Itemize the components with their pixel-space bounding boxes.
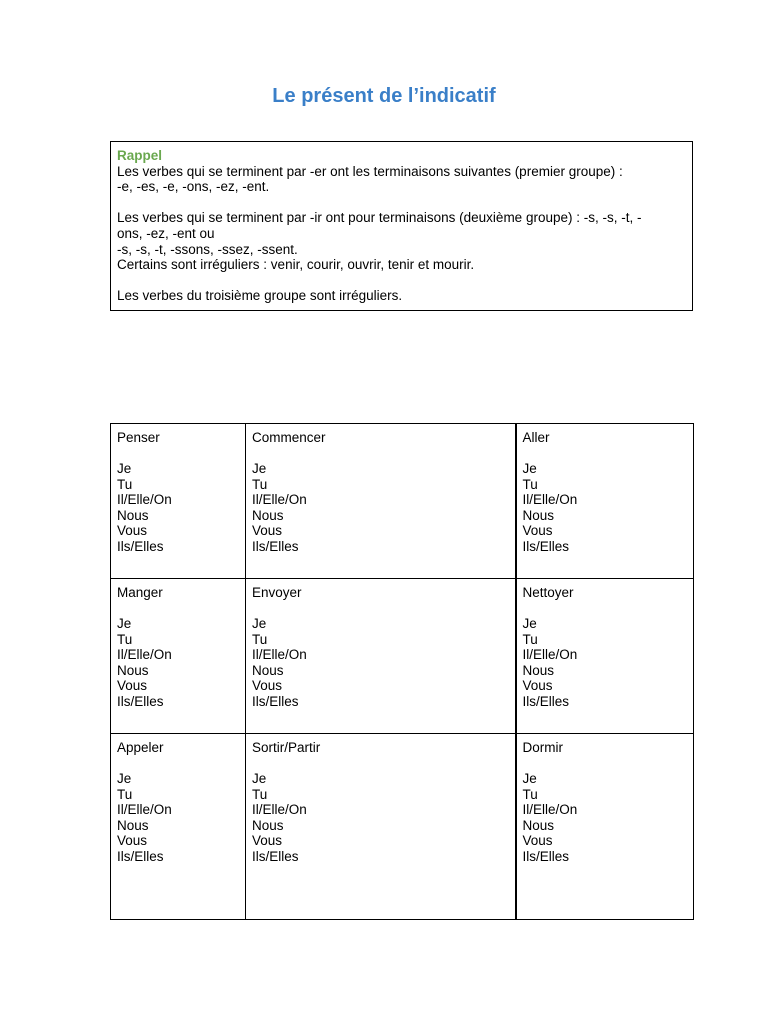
pronoun-label: Vous [117,833,148,848]
verb-cell[interactable] [516,579,694,734]
pronoun-label: Nous [252,817,284,833]
pronoun-label: Ils/Elles [117,693,164,709]
pronoun-label: Il/Elle/On [252,802,307,817]
verb-cell[interactable] [111,734,246,920]
pronoun-label: Je [522,461,537,476]
pronoun-label: Je [117,461,132,476]
verb-cell[interactable] [246,734,516,920]
pronoun-label: Ils/Elles [522,693,570,709]
pronoun-label: Il/Elle/On [117,492,172,507]
conjugation-table [110,423,694,920]
verb-cell[interactable] [111,424,246,579]
pronoun-label: Il/Elle/On [252,647,307,662]
rappel-line-irregular: Certains sont irréguliers : venir, courir, ouvrir, tenir et mourir. [117,257,475,273]
pronoun-label: Il/Elle/On [522,647,578,662]
verb-name: Appeler [117,740,164,755]
pronoun-label: Vous [252,523,283,538]
pronoun-label: Nous [522,507,555,523]
pronoun-label: Nous [252,507,284,523]
verb-name: Envoyer [252,585,302,600]
pronoun-label: Vous [252,678,283,693]
pronoun-label: Il/Elle/On [252,492,307,507]
verb-cell[interactable] [516,734,694,920]
pronoun-label: Nous [117,507,149,523]
page-title: Le présent de l’indicatif [272,85,496,107]
verb-cell[interactable] [246,424,516,579]
table-row [111,424,694,579]
pronoun-label: Ils/Elles [252,693,299,709]
pronoun-label: Ils/Elles [252,538,299,554]
pronoun-label: Ils/Elles [522,538,570,554]
pronoun-label: Tu [252,476,268,492]
pronoun-label: Tu [522,786,538,802]
pronoun-label: Vous [252,833,283,848]
pronoun-label: Je [252,616,267,631]
pronoun-label: Il/Elle/On [117,647,172,662]
pronoun-label: Tu [117,786,133,802]
pronoun-label: Il/Elle/On [522,492,578,507]
pronoun-label: Je [117,616,132,631]
pronoun-label: Je [252,461,267,476]
rappel-spacer [117,273,686,289]
verb-name: Aller [522,430,550,445]
verb-name: Dormir [522,740,563,755]
pronoun-label: Ils/Elles [117,848,164,864]
pronoun-label: Tu [252,631,268,647]
rappel-line-ir: Les verbes qui se terminent par -ir ont pour terminaisons (deuxième groupe) : -s, -s, -t, - [117,210,642,226]
rappel-spacer [117,195,686,211]
pronoun-label: Je [117,771,132,786]
verb-name: Commencer [252,430,326,445]
pronoun-label: Nous [117,817,149,833]
verb-cell[interactable] [516,424,694,579]
conjugation-table-body [111,424,694,920]
verb-name: Sortir/Partir [252,740,321,755]
table-row [111,734,694,920]
pronoun-label: Vous [522,833,553,848]
pronoun-label: Tu [522,631,538,647]
pronoun-label: Vous [117,523,148,538]
pronoun-label: Nous [252,662,284,678]
pronoun-label: Ils/Elles [252,848,299,864]
verb-cell[interactable] [246,579,516,734]
rappel-line-ir-endings: -s, -s, -t, -ssons, -ssez, -ssent. [117,241,298,257]
rappel-heading: Rappel [117,148,163,163]
pronoun-label: Nous [522,662,555,678]
pronoun-label: Ils/Elles [117,538,164,554]
rappel-line-er: Les verbes qui se terminent par -er ont les terminaisons suivantes (premier groupe) : [117,163,623,179]
pronoun-label: Il/Elle/On [522,802,578,817]
pronoun-label: Tu [117,631,133,647]
pronoun-label: Tu [252,786,268,802]
verb-name: Penser [117,430,160,445]
pronoun-label: Je [522,616,537,631]
pronoun-label: Ils/Elles [522,848,570,864]
verb-name: Nettoyer [522,585,574,600]
pronoun-label: Nous [117,662,149,678]
table-row [111,579,694,734]
pronoun-label: Tu [522,476,538,492]
rappel-box [110,141,693,311]
pronoun-label: Je [252,771,267,786]
pronoun-label: Je [522,771,537,786]
verb-name: Manger [117,585,163,600]
pronoun-label: Vous [522,678,553,693]
rappel-line-third-group: Les verbes du troisième groupe sont irréguliers. [117,288,403,304]
pronoun-label: Vous [117,678,148,693]
rappel-line-ir-cont: ons, -ez, -ent ou [117,225,215,241]
pronoun-label: Vous [522,523,553,538]
pronoun-label: Tu [117,476,133,492]
verb-cell[interactable] [111,579,246,734]
rappel-line-er-endings: -e, -es, -e, -ons, -ez, -ent. [117,179,270,195]
pronoun-label: Nous [522,817,555,833]
pronoun-label: Il/Elle/On [117,802,172,817]
